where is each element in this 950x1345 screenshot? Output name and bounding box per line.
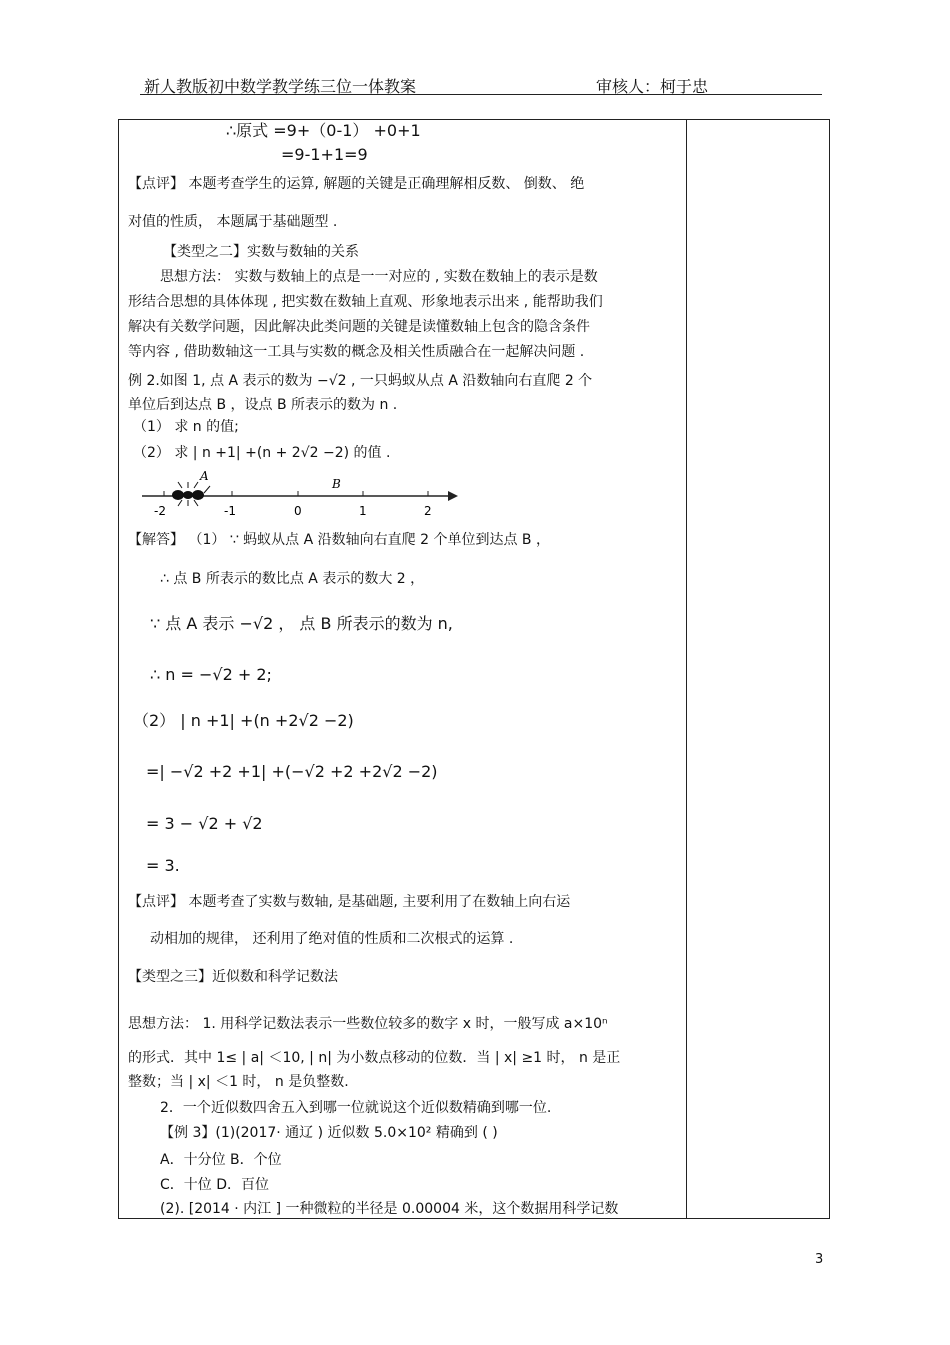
text-line: (2). [2014 · 内江 ] 一种微粒的半径是 0.00004 米，这个数据用科学记数 (160, 1201, 619, 1217)
text-line: 整数；当 | x| ＜1 时， n 是负整数. (128, 1074, 349, 1090)
text-line: 【解答】 （1） ∵ 蚂蚁从点 A 沿数轴向右直爬 2 个单位到达点 B ， (128, 532, 550, 548)
text-line: 对值的性质， 本题属于基础题型 . (128, 214, 338, 230)
text-line: 思想方法： 实数与数轴上的点是一一对应的 , 实数在数轴上的表示是数 (160, 269, 598, 285)
text-line: 的形式．其中 1≤ | a| ＜10, | n| 为小数点移动的位数．当 | x| ≥1 时， n 是正 (128, 1050, 621, 1066)
point-a-label: A (200, 469, 209, 483)
text-line: ∴原式 =9+（0-1） +0+1 (226, 121, 421, 140)
text-line: ∴ n = −√2 + 2; (150, 665, 272, 684)
header-reviewer: 审核人：柯于忠 (596, 77, 709, 96)
text-line: =| −√2 +2 +1| +(−√2 +2 +2√2 −2) (146, 762, 438, 781)
header-rule (140, 94, 822, 95)
text-line: = 3. (146, 856, 180, 875)
text-line: 【点评】 本题考查学生的运算, 解题的关键是正确理解相反数、 倒数、 绝 (128, 176, 585, 192)
text-line: 动相加的规律， 还利用了绝对值的性质和二次根式的运算 . (150, 931, 514, 947)
section-heading: 【类型之二】实数与数轴的关系 (163, 244, 359, 260)
text-line: 形结合思想的具体体现 , 把实数在数轴上直观、形象地表示出来 , 能帮助我们 (128, 294, 603, 310)
text-line: =9-1+1=9 (281, 145, 368, 164)
number-line-arrow (448, 491, 458, 501)
text-line: 解决有关数学问题，因此解决此类问题的关键是读懂数轴上包含的隐含条件 (128, 319, 590, 335)
number-line-figure (142, 466, 458, 522)
tick-label: -2 (154, 504, 166, 518)
text-line: 思想方法： 1. 用科学记数法表示一些数位较多的数字 x 时，一般写成 a×10ⁿ (128, 1016, 608, 1032)
section-heading: 【类型之三】近似数和科学记数法 (128, 969, 338, 985)
tick-label: 2 (424, 504, 432, 518)
tick-label: 0 (294, 504, 302, 518)
text-line: （1） 求 n 的值; (133, 419, 239, 435)
text-line: 【点评】 本题考查了实数与数轴, 是基础题, 主要利用了在数轴上向右运 (128, 894, 571, 910)
tick-label: -1 (224, 504, 236, 518)
header-title: 新人教版初中数学教学练三位一体教案 (144, 77, 417, 96)
text-line: ∴ 点 B 所表示的数比点 A 表示的数大 2 ， (160, 571, 425, 587)
text-line: = 3 − √2 + √2 (146, 814, 263, 833)
tick-label: 1 (359, 504, 367, 518)
choice-line: A．十分位 B．个位 (160, 1152, 282, 1168)
example-line: 【例 3】(1)(2017· 通辽 ) 近似数 5.0×10² 精确到 ( ) (160, 1125, 498, 1141)
text-line: （2） | n +1| +(n +2√2 −2) (133, 711, 354, 730)
text-line: 2．一个近似数四舍五入到哪一位就说这个近似数精确到哪一位. (160, 1100, 552, 1116)
point-b-label: B (332, 477, 341, 491)
choice-line: C．十位 D．百位 (160, 1177, 270, 1193)
table-column-divider (686, 119, 687, 1219)
text-line: 单位后到达点 B ，设点 B 所表示的数为 n . (128, 397, 398, 413)
ant-icon (172, 482, 210, 506)
text-line: （2） 求 | n +1| +(n + 2√2 −2) 的值 . (133, 445, 391, 461)
text-line: 等内容 , 借助数轴这一工具与实数的概念及相关性质融合在一起解决问题 . (128, 344, 585, 360)
text-line: 例 2.如图 1, 点 A 表示的数为 −√2 , 一只蚂蚁从点 A 沿数轴向右直爬 2 个 (128, 373, 593, 389)
page-number: 3 (815, 1252, 824, 1267)
text-line: ∵ 点 A 表示 −√2 ， 点 B 所表示的数为 n, (150, 614, 453, 633)
